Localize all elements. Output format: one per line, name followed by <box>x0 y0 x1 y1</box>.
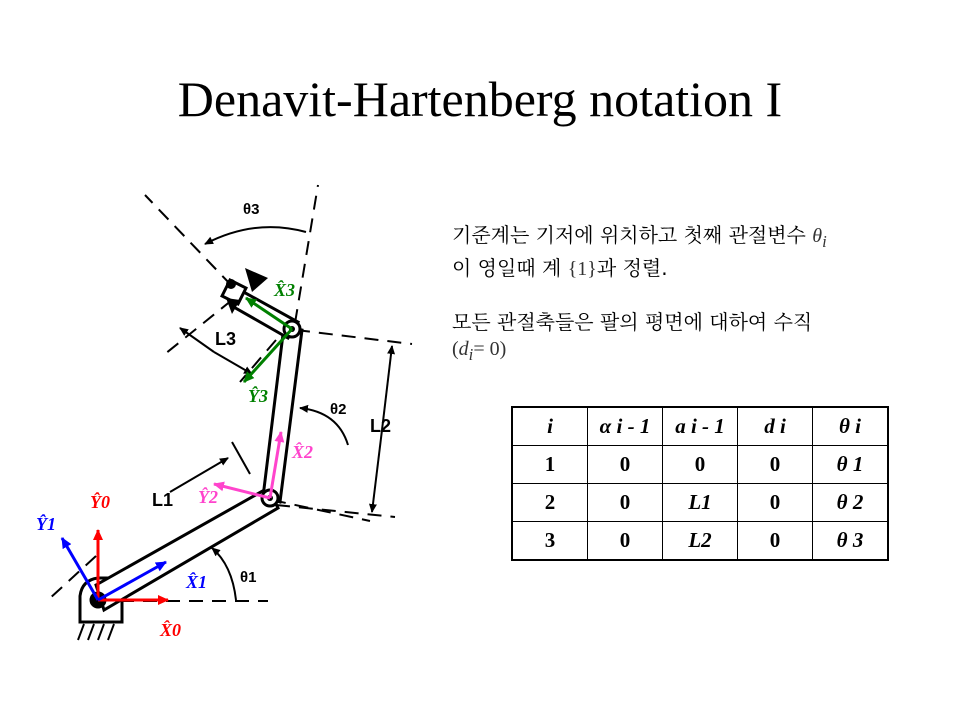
table-row <box>512 446 888 484</box>
link2-extension-line <box>295 185 318 323</box>
theta2-label: θ2 <box>330 401 347 418</box>
x3-label: X̂3 <box>274 280 296 300</box>
description-paragraph-2 <box>452 309 922 368</box>
cell-alpha: 0 <box>588 446 663 484</box>
l2-dimension-bottom <box>276 505 395 517</box>
p1-text-a: 기준계는 기저에 위치하고 첫째 관절변수 <box>452 223 813 247</box>
cell-d: 0 <box>738 522 813 561</box>
theta-subscript: i <box>822 232 827 251</box>
theta-symbol: θ <box>812 225 823 247</box>
theta1-arc <box>212 548 236 600</box>
l3-label: L3 <box>215 329 237 349</box>
y0-label: Ŷ0 <box>90 492 110 512</box>
l3-arrow-a <box>180 328 214 352</box>
cell-a: 0 <box>663 446 738 484</box>
l2-arrow-down <box>372 430 382 512</box>
l3-dimension-bottom <box>240 340 276 382</box>
cell-alpha: 0 <box>588 484 663 522</box>
cell-theta: θ 1 <box>813 446 889 484</box>
header-alpha: α i - 1 <box>588 407 663 446</box>
link3-extension-line <box>145 195 232 286</box>
robot-links <box>96 280 302 610</box>
l2-label: L2 <box>370 416 392 436</box>
cell-theta: θ 3 <box>813 522 889 561</box>
p2-equation: = 0) <box>473 338 507 360</box>
p2-text-a: 모든 관절축들은 팔의 평면에 대하여 수직 <box>452 310 813 334</box>
slide-title: Denavit-Hartenberg notation I <box>177 71 783 127</box>
theta3-arc <box>205 227 306 244</box>
d-symbol: d <box>458 338 469 360</box>
y2-label: Ŷ2 <box>198 487 218 507</box>
d-subscript: i <box>468 345 474 364</box>
x1-label: X̂1 <box>186 572 208 592</box>
p1-text-c: 과 정렬. <box>596 256 668 280</box>
gripper-tip-upper <box>245 268 268 292</box>
l1-label: L1 <box>152 490 174 510</box>
cell-alpha: 0 <box>588 522 663 561</box>
theta1-label: θ1 <box>240 569 257 586</box>
cell-d: 0 <box>738 446 813 484</box>
l3-arrow-b <box>214 352 252 374</box>
dh-parameter-table <box>511 406 889 561</box>
cell-a: L1 <box>663 484 738 522</box>
table-row <box>512 522 888 561</box>
theta3-label: θ3 <box>243 201 260 218</box>
header-a: a i - 1 <box>663 407 738 446</box>
x2-label: X̂2 <box>292 442 314 462</box>
reference-lines <box>48 185 412 601</box>
p1-text-b: 이 영일때 계 <box>452 256 568 280</box>
cell-i: 3 <box>512 522 588 561</box>
description-paragraph-1 <box>452 222 922 282</box>
cell-i: 2 <box>512 484 588 522</box>
cell-a: L2 <box>663 522 738 561</box>
x0-label: X̂0 <box>160 620 182 640</box>
header-theta: θ i <box>813 407 889 446</box>
cell-i: 1 <box>512 446 588 484</box>
l1-tick <box>232 442 250 474</box>
y3-label: Ŷ3 <box>248 386 268 406</box>
header-d: d i <box>738 407 813 446</box>
y1-label: Ŷ1 <box>36 514 56 534</box>
p2-open-paren: ( <box>452 338 459 360</box>
l2-dimension-top <box>296 330 412 344</box>
cell-theta: θ 2 <box>813 484 889 522</box>
end-dot <box>226 279 236 289</box>
table-row <box>512 484 888 522</box>
table-header-row <box>512 407 888 446</box>
link1-extension-line <box>272 500 370 521</box>
header-i: i <box>512 407 588 446</box>
cell-d: 0 <box>738 484 813 522</box>
frame-reference: {1} <box>567 258 597 280</box>
